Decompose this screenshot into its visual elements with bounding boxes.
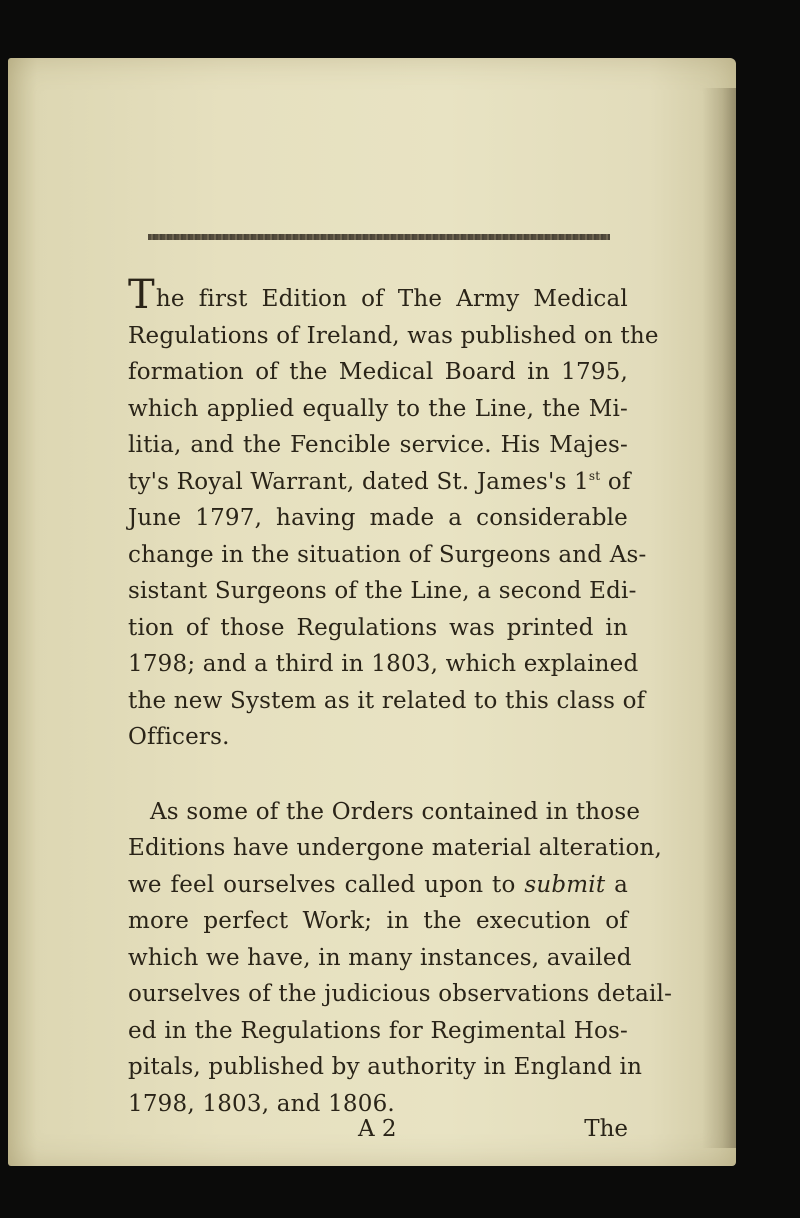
text-line: tion of those Regulations was printed in — [128, 614, 628, 641]
text-line: pitals, published by authority in England in — [128, 1054, 643, 1080]
catchword: The — [584, 1116, 628, 1142]
ordinal-superscript: st — [588, 468, 601, 483]
paragraph-2 — [128, 794, 673, 1123]
text-line: Officers. — [128, 724, 230, 750]
line-text: he first Edition of The Army Medical — [155, 286, 628, 312]
text-line: the new System as it related to this class of — [128, 687, 646, 714]
paragraph-1 — [128, 272, 659, 756]
line-text-tail: a — [605, 871, 628, 898]
text-line: 1798; and a third in 1803, which explained — [128, 651, 639, 677]
line-text: we feel ourselves called upon to — [128, 871, 525, 898]
page-edge-shadow — [702, 88, 736, 1148]
text-line — [128, 867, 628, 904]
text-line: ed in the Regulations for Regimental Hos- — [128, 1017, 628, 1044]
text-line: Editions have undergone material alteration, — [128, 835, 663, 861]
book-page — [8, 58, 736, 1166]
page-footer — [128, 1116, 628, 1156]
text-line: As some of the Orders contained in those — [150, 798, 641, 825]
ornamental-rule — [148, 234, 610, 240]
line-text-tail: of — [600, 468, 631, 495]
text-line: ourselves of the judicious observations detail- — [128, 981, 673, 1007]
text-line: which we have, in many instances, availed — [128, 944, 632, 971]
italic-word: submit — [524, 871, 606, 898]
text-line: more perfect Work; in the execution of — [128, 908, 628, 934]
text-line: change in the situation of Surgeons and As- — [128, 541, 647, 568]
text-line: Regulations of Ireland, was published on the — [128, 322, 659, 349]
text-line: sistant Surgeons of the Line, a second Edi- — [128, 578, 637, 604]
text-line: June 1797, having made a considerable — [128, 505, 628, 531]
text-line: formation of the Medical Board in 1795, — [128, 359, 628, 385]
text-line — [128, 272, 628, 318]
text-line: 1798, 1803, and 1806. — [128, 1090, 395, 1117]
text-line: litia, and the Fencible service. His Majes- — [128, 432, 628, 458]
body-text — [128, 272, 673, 1122]
drop-cap: T — [128, 272, 155, 318]
line-text: ty's Royal Warrant, dated St. James's 1 — [128, 468, 589, 495]
text-line — [128, 464, 631, 501]
text-line: which applied equally to the Line, the Mi- — [128, 395, 628, 422]
signature-mark: A 2 — [358, 1116, 397, 1142]
